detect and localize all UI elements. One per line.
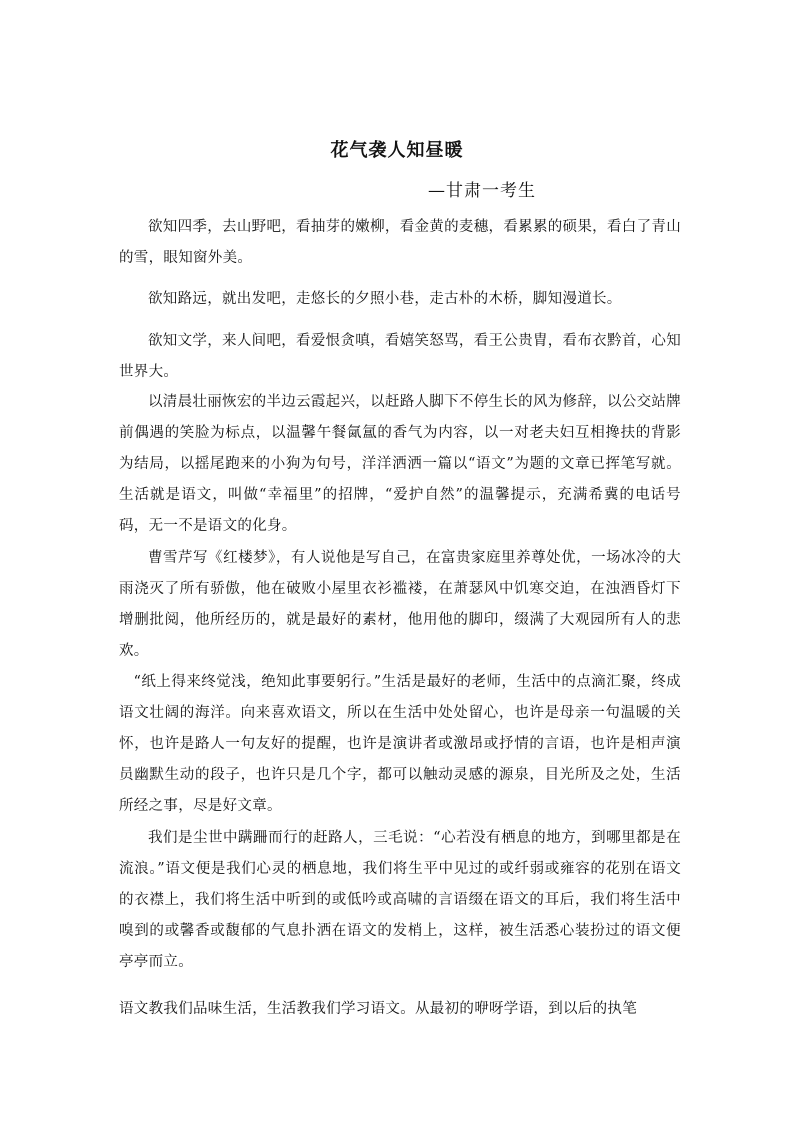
paragraph-8: 语文教我们品味生活，生活教我们学习语文。从最初的咿呀学语，到以后的执笔 [119,1001,637,1017]
paragraph-7: 我们是尘世中蹒跚而行的赶路人，三毛说：“心若没有栖息的地方，到哪里都是在流浪。”语文便是我们心灵的栖息地，我们将生平中见过的或纤弱或雍容的花别在语文的衣襟上，我们将生活中听到的或低吟或高啸的言语缀在语文的耳后，我们将生活中嗅到的或馨香或馥郁的气息扑洒在语文的发梢上，这样，被生活悉心装扮过的语文便亭亭而立。 [119,830,681,970]
paragraph-6: “纸上得来终觉浅，绝知此事要躬行。”生活是最好的老师，生活中的点滴汇聚，终成语文壮阔的海洋。向来喜欢语文，所以在生活中处处留心，也许是母亲一句温暖的关怀，也许是路人一句友好的提醒，也许是演讲者或激昂或抒情的言语，也许是相声演员幽默生动的段子，也许只是几个字，都可以触动灵感的源泉，目光所及之处，生活所经之事，尽是好文章。 [119,674,681,814]
paragraph-2: 欲知路远，就出发吧，走悠长的夕照小巷，走古朴的木桥，脚知漫道长。 [148,291,622,307]
essay-author: —甘肃一考生 [428,181,536,201]
essay-title: 花气袭人知昼暖 [330,140,464,161]
paragraph-4: 以清晨壮丽恢宏的半边云霞起兴，以赶路人脚下不停生长的风为修辞，以公交站牌前偶遇的笑脸为标点，以温馨午餐氤氲的香气为内容，以一对老夫妇互相搀扶的背影为结局，以摇尾跑来的小狗为句号，洋洋洒洒一篇以“语文”为题的文章已挥笔写就。生活就是语文，叫做“幸福里”的招牌，“爱护自然”的温馨提示，充满希冀的电话号码，无一不是语文的化身。 [119,394,681,534]
paragraph-3: 欲知文学，来人间吧，看爱恨贪嗔，看嬉笑怒骂，看王公贵胄，看布衣黔首，心知世界大。 [119,333,681,380]
paragraph-5: 曹雪芹写《红楼梦》，有人说他是写自己，在富贵家庭里养尊处优，一场冰冷的大雨浇灭了所有骄傲，他在破败小屋里衣衫褴褛，在萧瑟风中饥寒交迫，在浊酒昏灯下增删批阅，他所经历的，就是最好的素材，他用他的脚印，缀满了大观园所有人的悲欢。 [119,550,681,659]
paragraph-1: 欲知四季，去山野吧，看抽芽的嫩柳，看金黄的麦穗，看累累的硕果，看白了青山的雪，眼知窗外美。 [119,219,681,266]
